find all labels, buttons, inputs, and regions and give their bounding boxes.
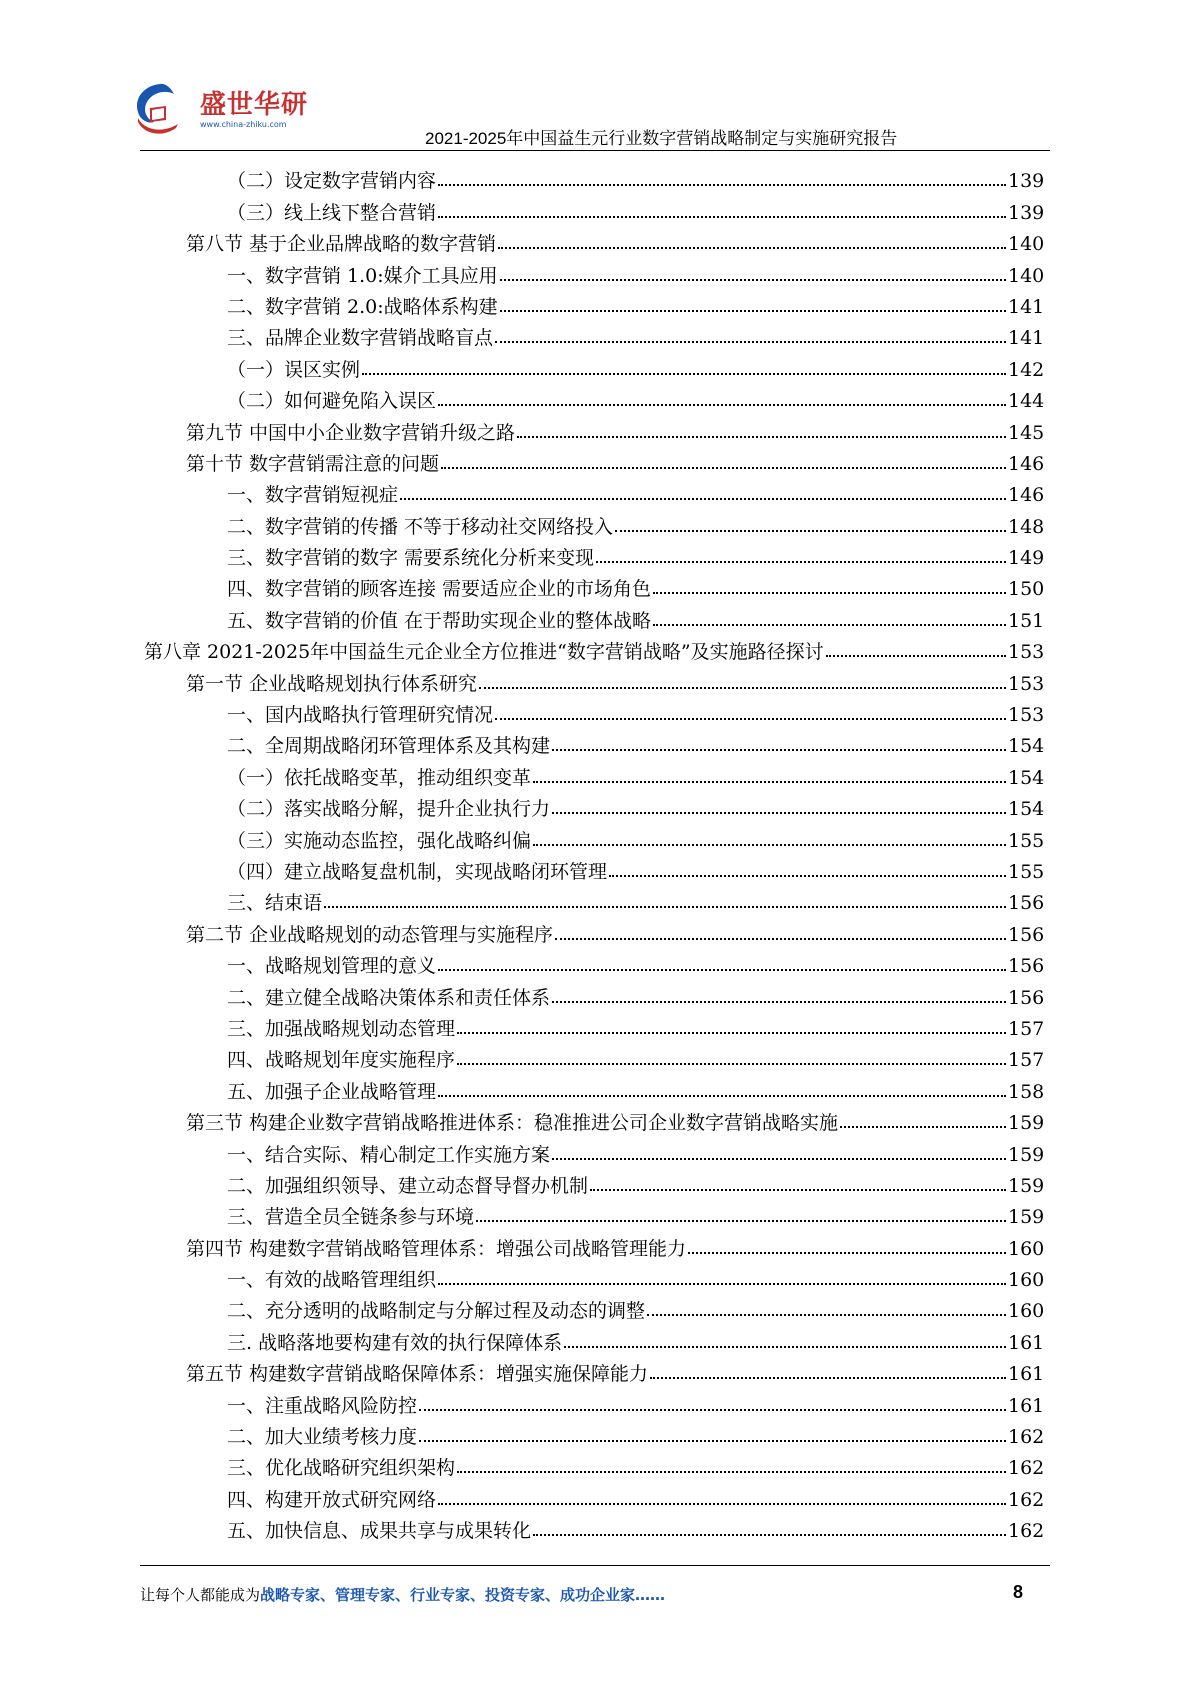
footer-slogan-highlight: 战略专家、管理专家、行业专家、投资专家、成功企业家…… bbox=[260, 1586, 666, 1604]
toc-entry-title: （二）设定数字营销内容 bbox=[227, 170, 437, 193]
toc-leader-dots bbox=[495, 341, 1006, 343]
toc-entry-page: 155 bbox=[1008, 860, 1045, 883]
toc-entry[interactable] bbox=[0, 1134, 1191, 1165]
toc-entry-title: 五、加快信息、成果共享与成果转化 bbox=[227, 1520, 532, 1543]
toc-entry[interactable] bbox=[0, 1040, 1191, 1071]
toc-entry-title: 一、注重战略风险防控 bbox=[227, 1394, 418, 1417]
toc-entry-page: 162 bbox=[1008, 1520, 1045, 1543]
toc-entry[interactable] bbox=[0, 1228, 1191, 1259]
toc-leader-dots bbox=[500, 279, 1006, 281]
toc-entry-title: 四、战略规划年度实施程序 bbox=[227, 1049, 456, 1072]
toc-leader-dots bbox=[688, 1252, 1006, 1254]
logo-url: www.china-zhiku.com bbox=[200, 120, 287, 129]
toc-leader-dots bbox=[564, 1346, 1006, 1348]
toc-entry[interactable] bbox=[0, 318, 1191, 349]
toc-entry-title: 三、结束语 bbox=[227, 892, 323, 915]
toc-entry-page: 160 bbox=[1008, 1237, 1045, 1260]
footer-divider bbox=[140, 1565, 1050, 1566]
toc-leader-dots bbox=[826, 655, 1006, 657]
toc-entry-page: 141 bbox=[1008, 295, 1045, 318]
toc-entry-page: 156 bbox=[1008, 955, 1045, 978]
toc-entry-title: 五、数字营销的价值 在于帮助实现企业的整体战略 bbox=[227, 609, 652, 632]
toc-entry-title: 一、有效的战略管理组织 bbox=[227, 1269, 437, 1292]
toc-entry[interactable] bbox=[0, 1448, 1191, 1479]
toc-entry-page: 140 bbox=[1008, 264, 1045, 287]
toc-entry-page: 159 bbox=[1008, 1174, 1045, 1197]
toc-entry-title: 三、品牌企业数字营销战略盲点 bbox=[227, 327, 494, 350]
toc-entry-page: 156 bbox=[1008, 986, 1045, 1009]
toc-entry-page: 160 bbox=[1008, 1300, 1045, 1323]
toc-leader-dots bbox=[840, 1126, 1006, 1128]
toc-entry-page: 153 bbox=[1008, 704, 1045, 727]
toc-leader-dots bbox=[650, 1377, 1006, 1379]
toc-entry[interactable] bbox=[0, 820, 1191, 851]
toc-entry[interactable] bbox=[0, 852, 1191, 883]
toc-leader-dots bbox=[495, 718, 1006, 720]
toc-entry-page: 158 bbox=[1008, 1080, 1045, 1103]
toc-leader-dots bbox=[438, 1283, 1006, 1285]
toc-leader-dots bbox=[609, 875, 1006, 877]
toc-leader-dots bbox=[653, 624, 1006, 626]
toc-leader-dots bbox=[653, 592, 1006, 594]
toc-entry-title: 二、建立健全战略决策体系和责任体系 bbox=[227, 986, 551, 1009]
toc-entry-title: 四、构建开放式研究网络 bbox=[227, 1488, 437, 1511]
toc-entry[interactable] bbox=[0, 349, 1191, 380]
toc-leader-dots bbox=[438, 184, 1006, 186]
toc-entry-title: 三、优化战略研究组织架构 bbox=[227, 1457, 456, 1480]
toc-entry[interactable] bbox=[0, 1197, 1191, 1228]
toc-entry-title: 第八章 2021-2025年中国益生元企业全方位推进“数字营销战略”及实施路径探讨 bbox=[144, 641, 824, 664]
toc-entry-title: （三）实施动态监控，强化战略纠偏 bbox=[227, 829, 532, 852]
toc-leader-dots bbox=[533, 844, 1006, 846]
toc-entry-page: 162 bbox=[1008, 1488, 1045, 1511]
toc-entry[interactable] bbox=[0, 1385, 1191, 1416]
toc-entry-page: 150 bbox=[1008, 578, 1045, 601]
toc-entry-title: （二）落实战略分解，提升企业执行力 bbox=[227, 798, 551, 821]
toc-entry-page: 145 bbox=[1008, 421, 1045, 444]
toc-entry-page: 146 bbox=[1008, 452, 1045, 475]
toc-entry-page: 161 bbox=[1008, 1394, 1045, 1417]
toc-entry[interactable] bbox=[0, 192, 1191, 223]
toc-entry-title: 三、加强战略规划动态管理 bbox=[227, 1017, 456, 1040]
toc-entry[interactable] bbox=[0, 412, 1191, 443]
toc-entry[interactable] bbox=[0, 1071, 1191, 1102]
toc-entry-title: 四、数字营销的顾客连接 需要适应企业的市场角色 bbox=[227, 578, 652, 601]
toc-entry-title: 一、数字营销 1.0:媒介工具应用 bbox=[227, 264, 498, 287]
toc-leader-dots bbox=[615, 530, 1006, 532]
toc-entry[interactable] bbox=[0, 569, 1191, 600]
toc-leader-dots bbox=[555, 938, 1006, 940]
toc-leader-dots bbox=[457, 1471, 1006, 1473]
logo-text: 盛世华研 bbox=[200, 90, 309, 120]
toc-entry-title: 三. 战略落地要构建有效的执行保障体系 bbox=[227, 1331, 563, 1354]
toc-entry[interactable] bbox=[0, 538, 1191, 569]
toc-entry-title: （一）误区实例 bbox=[227, 358, 361, 381]
toc-leader-dots bbox=[647, 1314, 1006, 1316]
toc-entry-page: 148 bbox=[1008, 515, 1045, 538]
toc-leader-dots bbox=[438, 1503, 1006, 1505]
toc-entry-page: 139 bbox=[1008, 201, 1045, 224]
toc-entry[interactable] bbox=[0, 757, 1191, 788]
toc-entry[interactable] bbox=[0, 1354, 1191, 1385]
toc-entry-page: 156 bbox=[1008, 892, 1045, 915]
toc-entry-page: 156 bbox=[1008, 923, 1045, 946]
toc-leader-dots bbox=[500, 310, 1006, 312]
footer-slogan-prefix: 让每个人都能成为 bbox=[140, 1586, 261, 1604]
toc-entry-title: 二、充分透明的战略制定与分解过程及动态的调整 bbox=[227, 1300, 646, 1323]
toc-entry-title: 二、数字营销 2.0:战略体系构建 bbox=[227, 295, 498, 318]
toc-leader-dots bbox=[590, 1189, 1006, 1191]
toc-entry-page: 157 bbox=[1008, 1017, 1045, 1040]
toc-entry[interactable] bbox=[0, 663, 1191, 694]
toc-entry[interactable] bbox=[0, 506, 1191, 537]
toc-leader-dots bbox=[517, 436, 1006, 438]
toc-entry[interactable] bbox=[0, 381, 1191, 412]
toc-entry[interactable] bbox=[0, 161, 1191, 192]
toc-entry-title: （三）线上线下整合营销 bbox=[227, 201, 437, 224]
toc-entry-page: 161 bbox=[1008, 1363, 1045, 1386]
toc-entry-title: 二、加大业绩考核力度 bbox=[227, 1426, 418, 1449]
logo-swoosh-icon bbox=[130, 78, 190, 140]
toc-entry[interactable] bbox=[0, 946, 1191, 977]
toc-leader-dots bbox=[552, 1158, 1006, 1160]
toc-leader-dots bbox=[552, 749, 1006, 751]
toc-entry[interactable] bbox=[0, 632, 1191, 663]
toc-entry-title: 第五节 构建数字营销战略保障体系：增强实施保障能力 bbox=[186, 1363, 649, 1386]
toc-entry[interactable] bbox=[0, 726, 1191, 757]
toc-entry[interactable] bbox=[0, 600, 1191, 631]
toc-entry[interactable] bbox=[0, 1291, 1191, 1322]
toc-entry-title: 一、数字营销短视症 bbox=[227, 484, 399, 507]
toc-entry-page: 146 bbox=[1008, 484, 1045, 507]
toc-entry-title: 三、数字营销的数字 需要系统化分析来变现 bbox=[227, 547, 595, 570]
toc-entry-page: 162 bbox=[1008, 1457, 1045, 1480]
table-of-contents bbox=[0, 161, 1191, 1542]
toc-leader-dots bbox=[552, 812, 1006, 814]
toc-entry[interactable] bbox=[0, 883, 1191, 914]
toc-entry[interactable] bbox=[0, 1479, 1191, 1510]
toc-entry[interactable] bbox=[0, 255, 1191, 286]
toc-leader-dots bbox=[438, 969, 1006, 971]
toc-entry-title: （一）依托战略变革，推动组织变革 bbox=[227, 766, 532, 789]
toc-leader-dots bbox=[324, 906, 1006, 908]
toc-entry-title: 二、全周期战略闭环管理体系及其构建 bbox=[227, 735, 551, 758]
toc-entry[interactable] bbox=[0, 444, 1191, 475]
toc-entry[interactable] bbox=[0, 1417, 1191, 1448]
toc-entry[interactable] bbox=[0, 287, 1191, 318]
toc-entry[interactable] bbox=[0, 1511, 1191, 1542]
toc-leader-dots bbox=[362, 373, 1006, 375]
toc-entry[interactable] bbox=[0, 224, 1191, 255]
toc-entry-page: 154 bbox=[1008, 766, 1045, 789]
toc-leader-dots bbox=[457, 1032, 1006, 1034]
toc-entry-page: 142 bbox=[1008, 358, 1045, 381]
toc-entry[interactable] bbox=[0, 695, 1191, 726]
toc-entry-page: 157 bbox=[1008, 1049, 1045, 1072]
toc-entry-page: 154 bbox=[1008, 798, 1045, 821]
toc-entry-page: 159 bbox=[1008, 1112, 1045, 1135]
footer-slogan bbox=[140, 1584, 665, 1605]
toc-entry[interactable] bbox=[0, 1103, 1191, 1134]
toc-entry-title: 第八节 基于企业品牌战略的数字营销 bbox=[186, 233, 497, 256]
toc-entry-title: 第一节 企业战略规划执行体系研究 bbox=[186, 672, 478, 695]
toc-entry-page: 141 bbox=[1008, 327, 1045, 350]
toc-entry-title: 二、加强组织领导、建立动态督导督办机制 bbox=[227, 1174, 589, 1197]
toc-entry-title: 第四节 构建数字营销战略管理体系：增强公司战略管理能力 bbox=[186, 1237, 687, 1260]
toc-entry-title: 五、加强子企业战略管理 bbox=[227, 1080, 437, 1103]
toc-entry-title: （四）建立战略复盘机制，实现战略闭环管理 bbox=[227, 860, 608, 883]
toc-entry[interactable] bbox=[0, 1322, 1191, 1353]
toc-leader-dots bbox=[438, 216, 1006, 218]
toc-entry-page: 160 bbox=[1008, 1269, 1045, 1292]
toc-entry-title: 第九节 中国中小企业数字营销升级之路 bbox=[186, 421, 516, 444]
page-header bbox=[0, 0, 1191, 150]
toc-leader-dots bbox=[476, 1220, 1006, 1222]
toc-leader-dots bbox=[533, 1534, 1006, 1536]
toc-entry-title: 一、战略规划管理的意义 bbox=[227, 955, 437, 978]
toc-entry-title: 一、国内战略执行管理研究情况 bbox=[227, 704, 494, 727]
toc-entry-title: 第三节 构建企业数字营销战略推进体系：稳准推进公司企业数字营销战略实施 bbox=[186, 1112, 839, 1135]
toc-entry-title: 第十节 数字营销需注意的问题 bbox=[186, 452, 440, 475]
toc-leader-dots bbox=[457, 1063, 1006, 1065]
toc-entry-page: 154 bbox=[1008, 735, 1045, 758]
toc-entry[interactable] bbox=[0, 1009, 1191, 1040]
toc-leader-dots bbox=[552, 1001, 1006, 1003]
company-logo bbox=[140, 80, 310, 150]
toc-leader-dots bbox=[419, 1440, 1006, 1442]
toc-entry-title: 一、结合实际、精心制定工作实施方案 bbox=[227, 1143, 551, 1166]
toc-entry[interactable] bbox=[0, 914, 1191, 945]
toc-leader-dots bbox=[400, 498, 1006, 500]
header-divider bbox=[140, 150, 1050, 151]
toc-entry-title: 二、数字营销的传播 不等于移动社交网络投入 bbox=[227, 515, 614, 538]
toc-entry-page: 139 bbox=[1008, 170, 1045, 193]
toc-entry-page: 155 bbox=[1008, 829, 1045, 852]
toc-entry-page: 161 bbox=[1008, 1331, 1045, 1354]
toc-entry-page: 151 bbox=[1008, 609, 1045, 632]
toc-entry-page: 140 bbox=[1008, 233, 1045, 256]
toc-entry-page: 159 bbox=[1008, 1206, 1045, 1229]
toc-entry-page: 153 bbox=[1008, 641, 1045, 664]
toc-entry[interactable] bbox=[0, 977, 1191, 1008]
toc-entry-page: 162 bbox=[1008, 1426, 1045, 1449]
toc-entry-page: 153 bbox=[1008, 672, 1045, 695]
toc-leader-dots bbox=[438, 1095, 1006, 1097]
toc-leader-dots bbox=[441, 467, 1006, 469]
toc-leader-dots bbox=[596, 561, 1006, 563]
toc-entry-title: 第二节 企业战略规划的动态管理与实施程序 bbox=[186, 923, 554, 946]
toc-entry[interactable] bbox=[0, 789, 1191, 820]
toc-leader-dots bbox=[438, 404, 1006, 406]
toc-entry-page: 149 bbox=[1008, 547, 1045, 570]
toc-leader-dots bbox=[479, 687, 1006, 689]
toc-leader-dots bbox=[498, 247, 1006, 249]
toc-entry[interactable] bbox=[0, 1260, 1191, 1291]
report-title: 2021-2025年中国益生元行业数字营销战略制定与实施研究报告 bbox=[425, 129, 898, 148]
toc-leader-dots bbox=[533, 781, 1006, 783]
toc-entry-page: 159 bbox=[1008, 1143, 1045, 1166]
toc-entry[interactable] bbox=[0, 1166, 1191, 1197]
toc-leader-dots bbox=[419, 1409, 1006, 1411]
toc-entry-title: （二）如何避免陷入误区 bbox=[227, 390, 437, 413]
toc-entry[interactable] bbox=[0, 475, 1191, 506]
toc-entry-page: 144 bbox=[1008, 390, 1045, 413]
page-number: 8 bbox=[1013, 1582, 1024, 1602]
toc-entry-title: 三、营造全员全链条参与环境 bbox=[227, 1206, 475, 1229]
